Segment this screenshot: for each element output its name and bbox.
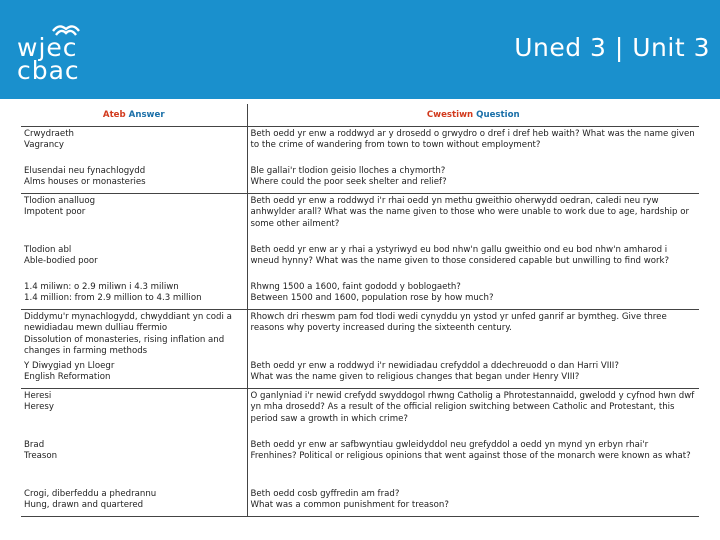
logo-text-cbac: cbac [17,56,80,85]
answer-cell: Crogi, diberfeddu a phedrannu Hung, drawn and quartered [21,487,247,517]
table-row [21,164,699,194]
answer-cell: Brad Treason [21,438,247,487]
wjec-cbac-logo [17,21,97,83]
answer-header: Ateb Answer [21,104,247,126]
qa-table [21,104,699,517]
table-row [21,309,699,359]
table-row [21,388,699,438]
answer-cell: Crwydraeth Vagrancy [21,126,247,164]
table-row [21,193,699,243]
logo-text-wjec: wjec [17,33,78,62]
question-cell: Beth oedd yr enw a roddwyd i'r rhai oedd yn methu gweithio oherwydd oedran, caledi neu ryw anhwylder arall? What was the name given to those who were unable to work due to age, hardship or some other ailment? [247,193,699,243]
table-row [21,438,699,487]
table-row [21,359,699,389]
question-cell: Rhwng 1500 a 1600, faint gododd y boblogaeth? Between 1500 and 1600, population rose by how much? [250,281,494,303]
question-cell: Beth oedd cosb gyffredin am frad? What was a common punishment for treason? [247,487,699,517]
question-cell: Beth oedd yr enw ar y rhai a ystyriwyd eu bod nhw'n gallu gweithio ond eu bod nhw'n amharod i wneud hynny? What was the name given to those considered capable but unwilling to find work? [250,244,670,266]
table-header-row [21,104,699,126]
unit-title: Uned 3 | Unit 3 [514,33,710,62]
answer-cell: Heresi Heresy [21,388,247,438]
header-banner [0,0,720,99]
question-cell: Beth oedd yr enw ar safbwyntiau gwleidyddol neu grefyddol a oedd yn mynd yn erbyn rhai'r Frenhines? Political or religious opinions that went against those of the monarch were known as what? [250,439,691,461]
answer-cell: Tlodion analluog Impotent poor [21,193,247,243]
answer-cell: Diddymu'r mynachlogydd, chwyddiant yn codi a newidiadau mewn dulliau ffermio Dissolution of monasteries, rising inflation and changes in farming methods [21,309,247,359]
question-cell: Ble gallai'r tlodion geisio lloches a chymorth? Where could the poor seek shelter and relief? [250,165,447,187]
answer-cell: Elusendai neu fynachlogydd Alms houses or monasteries [21,164,247,194]
answer-cell: Tlodion abl Able-bodied poor [21,243,247,280]
answer-cell: 1.4 miliwn: o 2.9 miliwn i 4.3 miliwn 1.4 million: from 2.9 million to 4.3 million [21,280,247,310]
question-cell: Beth oedd yr enw a roddwyd i'r newidiadau crefyddol a ddechreuodd o dan Harri VIII? What was the name given to religious changes that began under Henry VIII? [250,360,619,382]
question-header: Cwestiwn Question [247,104,699,126]
question-cell: Rhowch dri rheswm pam fod tlodi wedi cynyddu yn ystod yr unfed ganrif ar bymtheg. Give three reasons why poverty increased during the sixteenth century. [247,309,699,359]
table-row [21,280,699,310]
question-cell: Beth oedd yr enw a roddwyd ar y drosedd o grwydro o dref i dref heb waith? What was the name given to the crime of wandering from town to town without employment? [250,128,695,150]
question-cell: O ganlyniad i'r newid crefydd swyddogol rhwng Catholig a Phrotestannaidd, gwelodd y cyfnod hwn dwf yn mha drosedd? As a result of the official religion switching between Catholic and Protestant, this period saw a growth in which crime? [247,388,699,438]
answer-cell: Y Diwygiad yn Lloegr English Reformation [21,359,247,389]
table-row [21,243,699,280]
table-row [21,126,699,164]
table-row [21,487,699,517]
